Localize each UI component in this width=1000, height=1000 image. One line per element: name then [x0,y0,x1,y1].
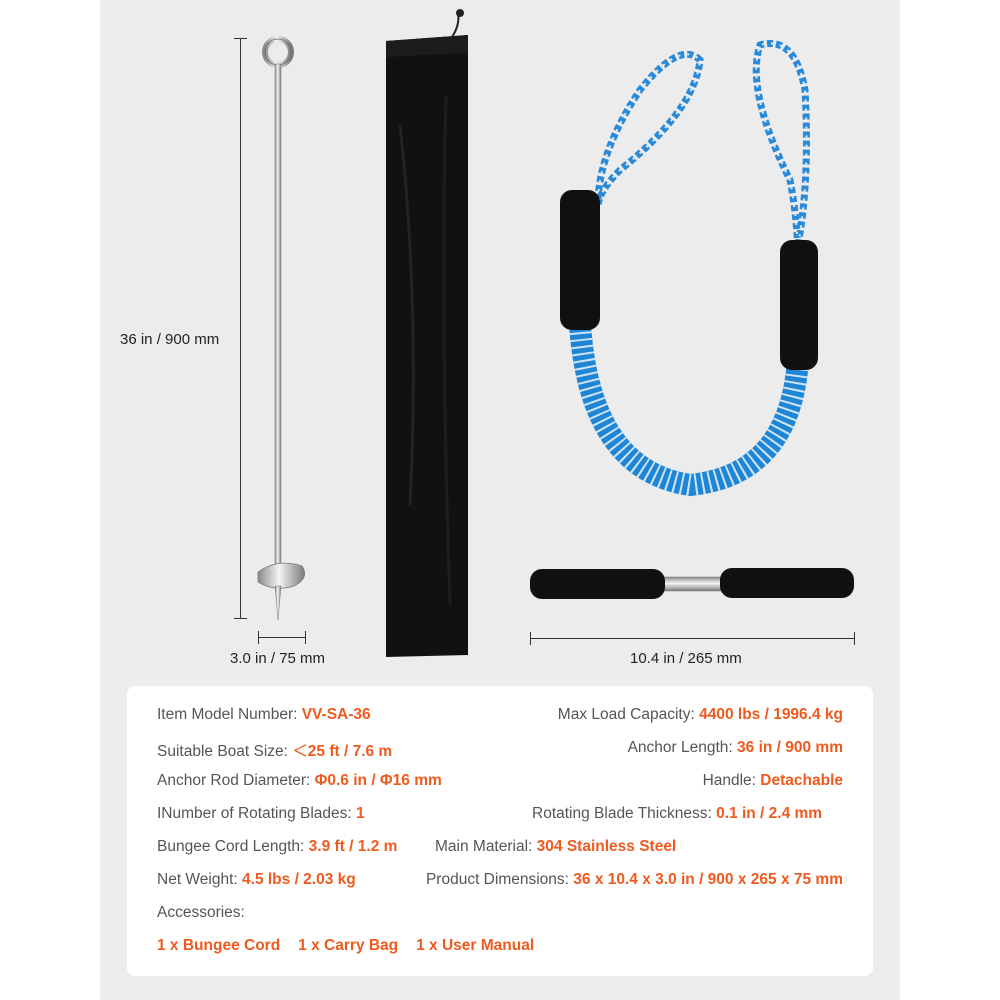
spec-weight [157,871,356,889]
blade-width-dimension-line [258,637,306,638]
handle-length-dimension-line [530,638,855,639]
spec-cord-length-label: Bungee Cord Length: [157,838,309,855]
spec-blade-thickness-value: 0.1 in / 2.4 mm [716,805,823,822]
carry-bag-image [380,5,480,660]
spec-rod-diameter-value: Φ0.6 in / Φ16 mm [314,772,442,789]
spec-boat-size-label: Suitable Boat Size: [157,743,293,760]
spec-model [157,706,371,724]
spec-load [558,706,843,724]
anchor-height-tick-bottom [234,618,247,619]
blade-width-label: 3.0 in / 75 mm [230,650,326,667]
accessory-item: 1 x Bungee Cord [157,937,281,954]
spec-blade-thickness-label: Rotating Blade Thickness: [532,805,717,822]
spec-handle-label: Handle: [702,772,761,789]
accessory-item: 1 x Carry Bag [298,937,399,954]
spec-model-label: Item Model Number: [157,706,302,723]
spec-handle-value: Detachable [760,772,843,789]
spec-boat-size-value: ＜25 ft / 7.6 m [292,743,393,760]
accessory-item: 1 x User Manual [416,937,535,954]
spec-blade-thickness [532,805,822,823]
specifications-card [127,686,873,976]
spec-anchor-length-value: 36 in / 900 mm [737,739,843,756]
anchor-height-tick-top [234,38,247,39]
bungee-cord-image [540,30,840,510]
spec-anchor-length-label: Anchor Length: [627,739,738,756]
spec-boat-size [157,739,392,761]
spec-accessories-heading: Accessories: [157,904,245,921]
spec-weight-value: 4.5 lbs / 2.03 kg [242,871,356,888]
spec-rod-diameter-label: Anchor Rod Diameter: [157,772,315,789]
anchor-height-label: 36 in / 900 mm [120,331,220,348]
spec-material-value: 304 Stainless Steel [536,838,677,855]
blade-width-tick-left [258,631,259,644]
spec-dimensions [426,871,843,889]
ground-anchor-image [250,30,320,630]
spec-blade-count-value: 1 [356,805,365,822]
blade-width-tick-right [305,631,306,644]
spec-anchor-length [628,739,843,757]
handle-length-tick-left [530,632,531,645]
accessories-list [157,937,534,955]
spec-blade-count-label: INumber of Rotating Blades: [157,805,357,822]
spec-handle [703,772,843,790]
spec-rod-diameter [157,772,442,790]
spec-cord-length-value: 3.9 ft / 1.2 m [308,838,398,855]
spec-model-value: VV-SA-36 [301,706,371,723]
spec-weight-label: Net Weight: [157,871,243,888]
spec-load-value: 4400 lbs / 1996.4 kg [699,706,843,723]
handle-length-tick-right [854,632,855,645]
anchor-height-dimension-line [240,38,241,618]
handle-length-label: 10.4 in / 265 mm [630,650,742,667]
spec-blade-count [157,805,365,823]
spec-dimensions-label: Product Dimensions: [425,871,574,888]
spec-dimensions-value: 36 x 10.4 x 3.0 in / 900 x 265 x 75 mm [573,871,843,888]
spec-cord-length [157,838,397,856]
spec-material [435,838,676,856]
spec-material-label: Main Material: [435,838,537,855]
spec-load-label: Max Load Capacity: [557,706,700,723]
handle-image [528,566,858,602]
